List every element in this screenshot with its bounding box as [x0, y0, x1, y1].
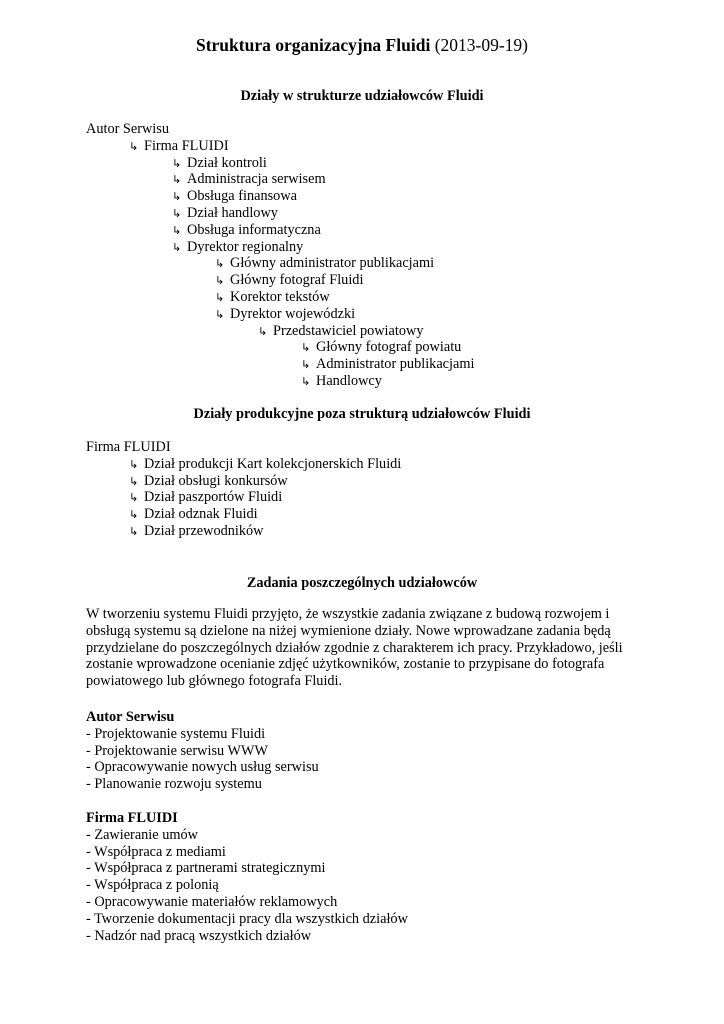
branch-arrow-icon: ↳	[258, 324, 268, 338]
structure-tree-item-label: Firma FLUIDI	[144, 137, 229, 154]
branch-arrow-icon: ↳	[215, 274, 225, 288]
branch-arrow-icon: ↳	[301, 358, 311, 372]
tasks-group-autor-serwisu	[86, 709, 646, 793]
group-task-item: - Współpraca z partnerami strategicznymi	[86, 860, 326, 877]
structure-tree-item	[86, 356, 474, 373]
production-tree-item-label: Dział przewodników	[144, 522, 264, 539]
branch-arrow-icon: ↳	[129, 524, 139, 538]
production-tree-item-label: Dział produkcji Kart kolekcjonerskich Fluidi	[144, 455, 402, 472]
structure-tree-item	[86, 255, 474, 272]
org-tree-production	[86, 439, 401, 540]
production-tree-item-label: Dział odznak Fluidi	[144, 506, 258, 523]
group-task-item: - Współpraca z polonią	[86, 877, 219, 894]
branch-arrow-icon: ↳	[129, 457, 139, 471]
group-task-item: - Projektowanie serwisu WWW	[86, 742, 268, 759]
group-task-item: - Projektowanie systemu Fluidi	[86, 725, 266, 742]
structure-tree-item-label: Obsługa informatyczna	[187, 221, 321, 238]
org-tree-structure	[86, 121, 474, 390]
structure-tree-item-label: Dyrektor wojewódzki	[230, 305, 356, 322]
group-task-item: - Planowanie rozwoju systemu	[86, 776, 262, 793]
structure-tree-item-label: Dyrektor regionalny	[187, 238, 304, 255]
structure-tree-item	[86, 239, 474, 256]
group-title: Autor Serwisu	[86, 709, 175, 725]
branch-arrow-icon: ↳	[215, 290, 225, 304]
group-task-item: - Tworzenie dokumentacji pracy dla wszystkich działów	[86, 910, 408, 927]
branch-arrow-icon: ↳	[301, 374, 311, 388]
branch-arrow-icon: ↳	[129, 139, 139, 153]
tasks-group-firma-fluidi	[86, 810, 646, 944]
branch-arrow-icon: ↳	[172, 190, 182, 204]
branch-arrow-icon: ↳	[129, 491, 139, 505]
page-title	[0, 34, 724, 56]
structure-tree-item-label: Dział kontroli	[187, 154, 267, 171]
group-task-item: - Nadzór nad pracą wszystkich działów	[86, 927, 312, 944]
structure-tree-item	[86, 205, 474, 222]
production-tree-item-label: Dział paszportów Fluidi	[144, 489, 283, 506]
structure-tree-item-label: Administracja serwisem	[187, 171, 326, 188]
paragraph-line: powiatowego lub głównego fotografa Fluidi.	[86, 673, 343, 690]
page-title-date: (2013-09-19)	[434, 35, 528, 55]
group-task-item: - Współpraca z mediami	[86, 843, 226, 860]
section-heading-structure: Działy w strukturze udziałowców Fluidi	[240, 88, 484, 104]
section-heading-tasks: Zadania poszczególnych udziałowców	[246, 575, 478, 591]
section-heading-production: Działy produkcyjne poza strukturą udziałowców Fluidi	[193, 406, 531, 422]
page-title-main: Struktura organizacyjna Fluidi	[195, 35, 431, 55]
branch-arrow-icon: ↳	[172, 206, 182, 220]
branch-arrow-icon: ↳	[215, 307, 225, 321]
branch-arrow-icon: ↳	[301, 341, 311, 355]
structure-tree-item-label: Główny administrator publikacjami	[230, 255, 435, 272]
branch-arrow-icon: ↳	[172, 156, 182, 170]
branch-arrow-icon: ↳	[172, 240, 182, 254]
structure-tree-item-label: Handlowcy	[316, 372, 382, 389]
production-tree-item-label: Firma FLUIDI	[86, 439, 171, 455]
structure-tree-item-label: Korektor tekstów	[230, 288, 330, 305]
structure-tree-item	[86, 306, 474, 323]
group-task-item: - Zawieranie umów	[86, 826, 198, 843]
production-tree-item	[86, 456, 401, 473]
paragraph-line: W tworzeniu systemu Fluidi przyjęto, że wszystkie zadania związane z budową rozwojem i	[86, 606, 610, 622]
group-task-item: - Opracowywanie nowych usług serwisu	[86, 759, 319, 776]
production-tree-item	[86, 473, 401, 490]
branch-arrow-icon: ↳	[172, 223, 182, 237]
structure-tree-item-label: Administrator publikacjami	[316, 356, 475, 373]
production-tree-item-label: Dział obsługi konkursów	[144, 472, 288, 489]
structure-tree-item-label: Główny fotograf powiatu	[316, 339, 462, 356]
structure-tree-item	[86, 289, 474, 306]
structure-tree-item-label: Główny fotograf Fluidi	[230, 272, 364, 289]
production-tree-item	[86, 439, 401, 456]
production-tree-item	[86, 523, 401, 540]
paragraph-line: przydzielane do poszczególnych działów zgodnie z charakterem ich pracy. Przykładowo, jeśli	[86, 639, 623, 656]
group-title: Firma FLUIDI	[86, 810, 178, 826]
branch-arrow-icon: ↳	[129, 474, 139, 488]
structure-tree-item-label: Obsługa finansowa	[187, 188, 297, 205]
structure-tree-item	[86, 171, 474, 188]
structure-tree-item-label: Przedstawiciel powiatowy	[273, 322, 424, 339]
group-task-item: - Opracowywanie materiałów reklamowych	[86, 893, 338, 910]
structure-tree-item	[86, 272, 474, 289]
production-tree-item	[86, 489, 401, 506]
structure-tree-item	[86, 323, 474, 340]
paragraph-line: obsługą systemu są dzielone na niżej wymienione działy. Nowe wprowadzane zadania będą	[86, 622, 611, 639]
structure-tree-item	[86, 373, 474, 390]
production-tree-item	[86, 506, 401, 523]
branch-arrow-icon: ↳	[129, 508, 139, 522]
branch-arrow-icon: ↳	[172, 173, 182, 187]
branch-arrow-icon: ↳	[215, 257, 225, 271]
paragraph-line: zostanie wprowadzone ocenianie zdjęć użytkowników, zostanie to przypisane do fotografa	[86, 656, 605, 673]
structure-tree-item	[86, 222, 474, 239]
structure-tree-item	[86, 121, 474, 138]
structure-tree-item	[86, 188, 474, 205]
tasks-paragraph	[86, 606, 646, 690]
structure-tree-item-label: Dział handlowy	[187, 204, 278, 221]
structure-tree-item	[86, 339, 474, 356]
structure-tree-item	[86, 155, 474, 172]
structure-tree-item-label: Autor Serwisu	[86, 121, 169, 137]
structure-tree-item	[86, 138, 474, 155]
